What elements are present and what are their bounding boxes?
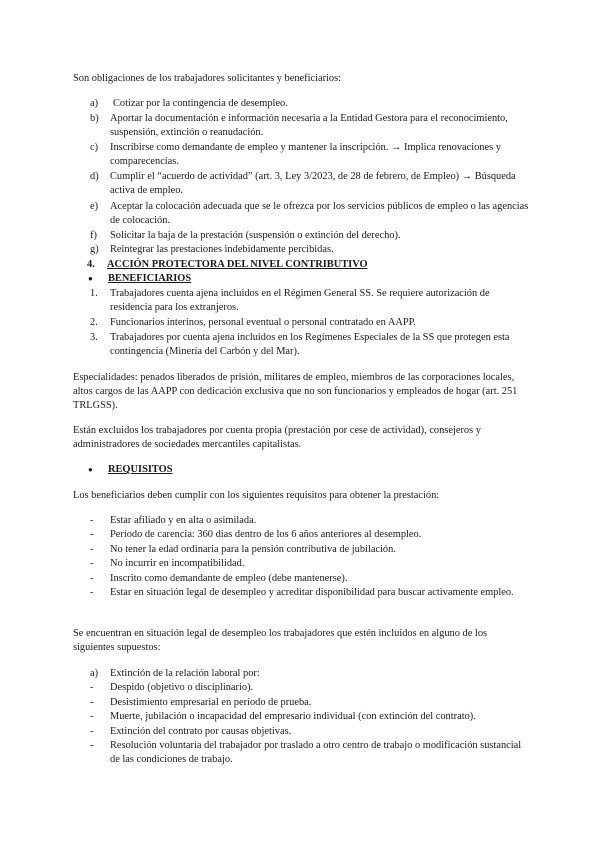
- section-title: ACCIÓN PROTECTORA DEL NIVEL CONTRIBUTIVO: [107, 259, 368, 270]
- list-marker: a): [90, 98, 99, 109]
- list-marker: -: [90, 544, 94, 555]
- list-marker: -: [90, 573, 94, 584]
- excluidos-paragraph: Están excluidos los trabajadores por cuenta propia (prestación por cese de actividad), consejeros y administradores de sociedades mercantiles capitalistas.: [73, 425, 481, 451]
- list-item-text: Cotizar por la contingencia de desempleo.: [113, 98, 288, 109]
- list-marker: 2.: [90, 317, 98, 328]
- list-marker: d): [90, 171, 99, 182]
- list-item-text: Reintegrar las prestaciones indebidamente percibidas.: [110, 244, 334, 255]
- list-item-text: Solicitar la baja de la prestación (suspensión o extinción del derecho).: [110, 230, 401, 241]
- list-item-text: Inscrito como demandante de empleo (debe mantenerse).: [110, 573, 348, 584]
- list-item-text: No tener la edad ordinaria para la pensión contributiva de jubilación.: [110, 544, 396, 555]
- intro-paragraph: Son obligaciones de los trabajadores solicitantes y beneficiarios:: [73, 73, 342, 84]
- list-item-text: Despido (objetivo o disciplinario).: [110, 682, 254, 693]
- list-item-text: Funcionarios interinos, personal eventual o personal contratado en AAPP.: [110, 317, 416, 328]
- list-item-text: Trabajadores por cuenta ajena incluidos en los Regímenes Especiales de la SS que protegen esta contingencia (Minería del Carbón y del Mar).: [110, 332, 510, 358]
- list-item-text: Desistimiento empresarial en período de prueba.: [110, 697, 312, 708]
- subheading-title: BENEFICIARIOS: [108, 273, 192, 284]
- list-marker: -: [90, 558, 94, 569]
- section-number: 4.: [87, 259, 95, 270]
- list-item-text: Resolución voluntaria del trabajador por traslado a otro centro de trabajo o modificación sustancial de las condiciones de trabajo.: [110, 740, 522, 766]
- list-marker: -: [90, 740, 94, 751]
- list-marker: -: [90, 682, 94, 693]
- list-marker: -: [90, 529, 94, 540]
- list-marker: -: [90, 711, 94, 722]
- bullet-icon: ●: [88, 274, 93, 283]
- list-item-text: Aceptar la colocación adecuada que se le ofrezca por los servicios públicos de empleo o las agencias de colocación.: [110, 201, 529, 227]
- list-marker: g): [90, 244, 99, 255]
- list-item-text: Extinción del contrato por causas objetivas.: [110, 726, 292, 737]
- list-item-text: Trabajadores cuenta ajena incluidos en el Régimen General SS. Se requiere autorización de residencia para los extranjeros.: [110, 288, 490, 314]
- subheading-title: REQUISITOS: [108, 464, 173, 475]
- requisitos-intro: Los beneficiarios deben cumplir con los siguientes requisitos para obtener la prestación:: [73, 490, 440, 501]
- list-item-text: Período de carencia: 360 días dentro de los 6 años anteriores al desempleo.: [110, 529, 422, 540]
- situacion-intro: Se encuentran en situación legal de desempleo los trabajadores que estén incluidos en alguno de los siguientes supuestos:: [73, 628, 488, 654]
- especialidades-paragraph: Especialidades: penados liberados de prisión, militares de empleo, miembros de las corporaciones locales, altos cargos de las AAPP con dedicación exclusiva que no son funcionarios y empleados de hogar (art. 251 TRLGSS).: [73, 372, 518, 412]
- list-marker: b): [90, 113, 99, 124]
- list-marker: c): [90, 142, 99, 153]
- list-item-text: Cumplir el “acuerdo de actividad” (art. 3, Ley 3/2023, de 28 de febrero, de Empleo) → Búsqueda activa de empleo.: [110, 171, 516, 197]
- list-item-text: No incurrir en incompatibilidad.: [110, 558, 245, 569]
- list-item-text: Estar afiliado y en alta o asimilada.: [110, 515, 257, 526]
- list-item-text: Extinción de la relación laboral por:: [110, 668, 260, 679]
- list-marker: a): [90, 668, 99, 679]
- list-item-text: Muerte, jubilación o incapacidad del empresario individual (con extinción del contrato).: [110, 711, 476, 722]
- list-item-text: Inscribirse como demandante de empleo y mantener la inscripción. → Implica renovaciones y comparecencias.: [110, 142, 501, 168]
- list-marker: 3.: [90, 332, 98, 343]
- list-item-text: Estar en situación legal de desempleo y acreditar disponibilidad para buscar activamente empleo.: [110, 587, 514, 598]
- list-marker: -: [90, 587, 94, 598]
- list-marker: 1.: [90, 288, 98, 299]
- list-marker: f): [90, 230, 97, 241]
- list-marker: -: [90, 697, 94, 708]
- list-marker: -: [90, 515, 94, 526]
- list-marker: e): [90, 201, 99, 212]
- list-marker: -: [90, 726, 94, 737]
- bullet-icon: ●: [88, 465, 93, 474]
- list-item-text: Aportar la documentación e información necesaria a la Entidad Gestora para el reconocimiento, suspensión, extinción o reanudación.: [110, 113, 508, 139]
